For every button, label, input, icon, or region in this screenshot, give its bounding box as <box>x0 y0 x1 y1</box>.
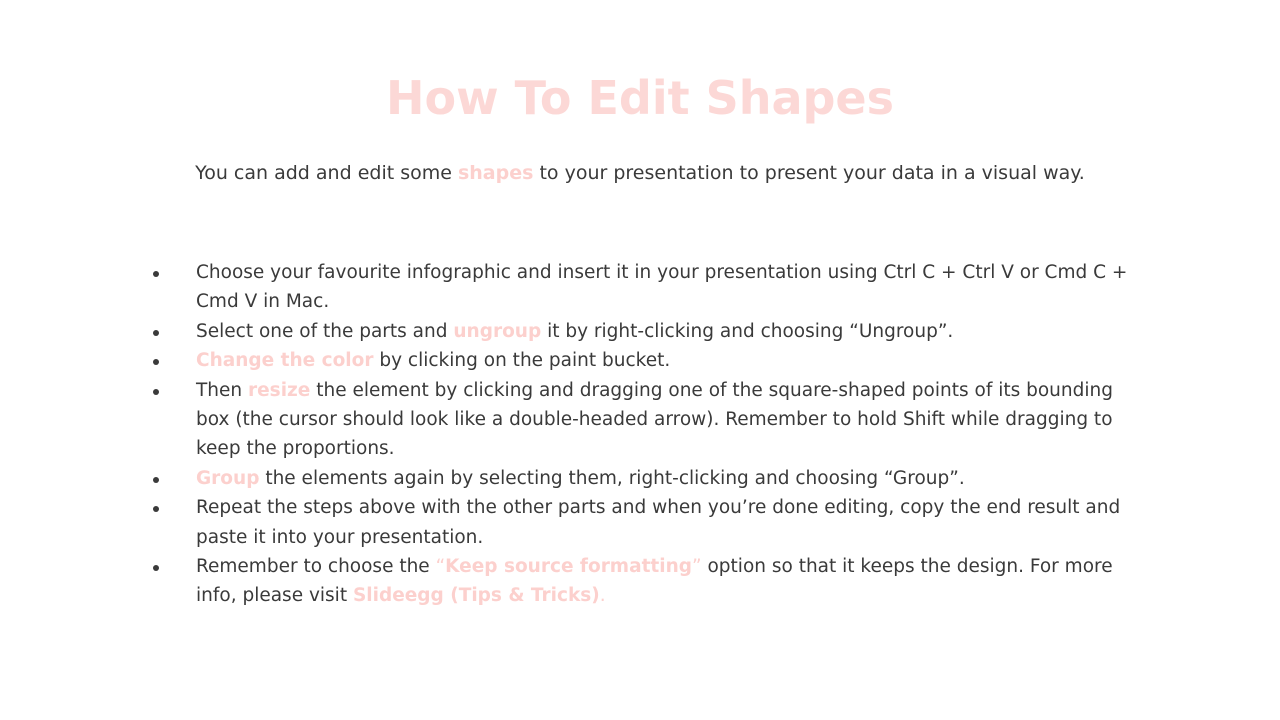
subtitle-text-before: You can add and edit some <box>195 162 458 184</box>
subtitle-highlight: shapes <box>457 162 534 184</box>
slideegg-link[interactable]: Slideegg (Tips & Tricks) <box>352 585 600 607</box>
step-text-end: . <box>599 585 606 607</box>
list-item <box>148 317 1148 346</box>
step-highlight: ungroup <box>453 320 542 342</box>
step-text-after: Choose your favourite infographic and insert it in your presentation using Ctrl C + Ctrl V or Cmd C + Cmd V in Mac. <box>196 262 1128 313</box>
steps-list <box>148 258 1148 611</box>
step-text-after: Repeat the steps above with the other parts and when you’re done editing, copy the end result and paste it into your presentation. <box>196 497 1121 548</box>
slide-subtitle <box>0 158 1280 188</box>
step-text-after: it by right-clicking and choosing “Ungroup”. <box>541 320 954 342</box>
bullet-icon <box>153 271 159 277</box>
quote-close: ” <box>692 556 702 578</box>
list-item <box>148 464 1148 493</box>
step-text-after: the element by clicking and dragging one of the square-shaped points of its bounding box (the cursor should look like a double-headed arrow). Remember to hold Shift while dragging to keep the proportions. <box>196 379 1113 460</box>
bullet-icon <box>153 330 159 336</box>
bullet-icon <box>153 389 159 395</box>
bullet-icon <box>153 477 159 483</box>
list-item <box>148 493 1148 552</box>
step-text-after: by clicking on the paint bucket. <box>373 350 671 372</box>
step-text-before: Remember to choose the <box>196 556 436 578</box>
bullet-icon <box>153 565 159 571</box>
step-text-middle: option so that it keeps the design. For more info, please visit <box>196 556 1113 607</box>
slide-title: How To Edit Shapes <box>385 71 895 125</box>
list-item <box>148 346 1148 375</box>
bullet-icon <box>153 359 159 365</box>
bullet-icon <box>153 506 159 512</box>
step-highlight: Group <box>196 467 260 489</box>
list-item <box>148 552 1148 611</box>
step-highlight: resize <box>248 379 311 401</box>
quote-open: “ <box>435 556 446 578</box>
step-text-after: the elements again by selecting them, right-clicking and choosing “Group”. <box>259 467 965 489</box>
list-item <box>148 376 1148 464</box>
list-item <box>148 258 1148 317</box>
step-text-before: Select one of the parts and <box>196 320 454 342</box>
step-highlight: Keep source formatting <box>445 556 693 578</box>
step-highlight: Change the color <box>196 350 374 372</box>
subtitle-text-after: to your presentation to present your data in a visual way. <box>533 162 1085 184</box>
step-text-before: Then <box>196 379 249 401</box>
